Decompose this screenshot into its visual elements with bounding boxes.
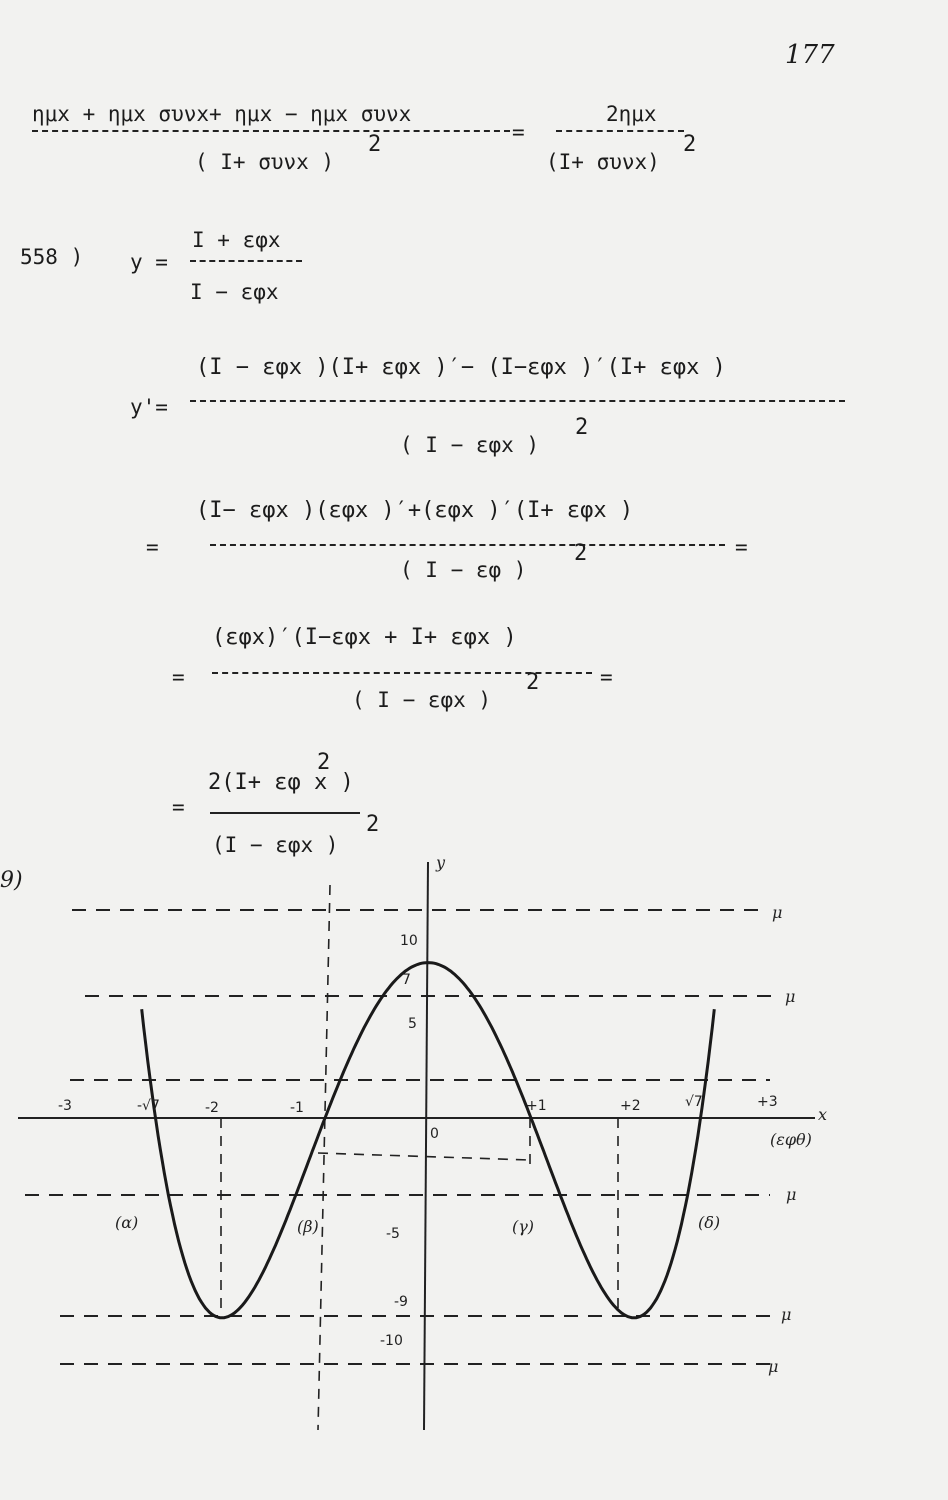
x-tick-sqrt7: √7 (685, 1094, 703, 1110)
graph-label: 9) (0, 868, 23, 893)
x-tick-plus3: +3 (757, 1094, 778, 1110)
x-tick-minus-sqrt7: -√7 (137, 1098, 160, 1114)
step2-denominator: ( I − εφ ) (400, 558, 527, 582)
mu-label-1: μ (772, 903, 783, 922)
step4-numerator: 2(I+ εφ x ) (208, 770, 354, 795)
branch-label-b: (β) (297, 1217, 319, 1236)
y-tick-minus5: -5 (386, 1226, 400, 1242)
x-tick-plus1: +1 (526, 1098, 547, 1114)
guide-x-minus1 (318, 885, 330, 1430)
top-result-denominator: (I+ συνx) (546, 150, 660, 174)
step1-numerator: (I − εφx )(I+ εφx )′− (I−εφx )′(I+ εφx ) (196, 355, 726, 380)
x-tick-minus3: -3 (58, 1098, 72, 1114)
step2-numerator: (I− εφx )(εφx )′+(εφx )′(I+ εφx ) (196, 498, 634, 523)
branch-label-d: (δ) (698, 1213, 721, 1232)
step1-denominator: ( I − εφx ) (400, 433, 540, 457)
step2-equals: = (146, 535, 159, 559)
origin-label: 0 (430, 1126, 439, 1142)
y-axis-label: y (436, 853, 446, 872)
y-equals: y = (130, 250, 168, 274)
y-tick-minus9: -9 (394, 1294, 408, 1310)
step4-equals: = (172, 795, 185, 819)
y-tick-10: 10 (400, 933, 418, 949)
guide-y-minus-level (318, 1153, 530, 1160)
page-number: 177 (785, 40, 835, 70)
y-tick-minus10: -10 (380, 1333, 403, 1349)
top-result-exp: 2 (683, 132, 697, 157)
y-numerator: I + εφx (192, 228, 281, 252)
top-fraction-equals: = (512, 120, 525, 144)
step4-numerator-exp: 2 (317, 750, 331, 775)
step4-exp: 2 (366, 812, 380, 837)
x-tick-minus1: -1 (290, 1100, 304, 1116)
x-axis-note: (εφθ) (770, 1130, 812, 1149)
branch-label-a: (α) (115, 1213, 139, 1232)
yprime-label: y'= (130, 395, 168, 419)
mu-label-6: μ (768, 1357, 779, 1376)
problem-label: 558 ) (20, 245, 84, 269)
y-tick-5: 5 (408, 1016, 417, 1032)
step3-denominator: ( I − εφx ) (352, 688, 492, 712)
y-axis (424, 862, 428, 1430)
step3-trailing-equals: = (600, 665, 613, 689)
branch-label-c: (γ) (512, 1217, 535, 1236)
x-tick-plus2: +2 (620, 1098, 641, 1114)
mu-label-2: μ (785, 987, 796, 1006)
mu-label-4: μ (786, 1185, 797, 1204)
step3-numerator: (εφx)′(I−εφx + I+ εφx ) (212, 625, 517, 650)
top-fraction-numerator: ημx + ημx συνx+ ημx − ημx συνx (32, 102, 412, 126)
x-tick-minus2: -2 (205, 1100, 219, 1116)
y-tick-7: 7 (402, 972, 411, 988)
top-fraction-denominator: ( I+ συνx ) (195, 150, 335, 174)
x-axis-label: x (818, 1105, 828, 1124)
step3-exp: 2 (526, 670, 540, 695)
top-fraction-denominator-exp: 2 (368, 132, 382, 157)
top-result-numerator: 2ημx (606, 102, 657, 126)
step4-denominator: (I − εφx ) (212, 833, 339, 857)
step1-exp: 2 (575, 415, 589, 440)
y-denominator: I − εφx (190, 280, 279, 304)
mu-label-5: μ (781, 1305, 792, 1324)
step2-trailing-equals: = (735, 535, 748, 559)
step2-exp: 2 (574, 541, 588, 566)
function-curve (142, 963, 715, 1318)
step3-equals: = (172, 665, 185, 689)
